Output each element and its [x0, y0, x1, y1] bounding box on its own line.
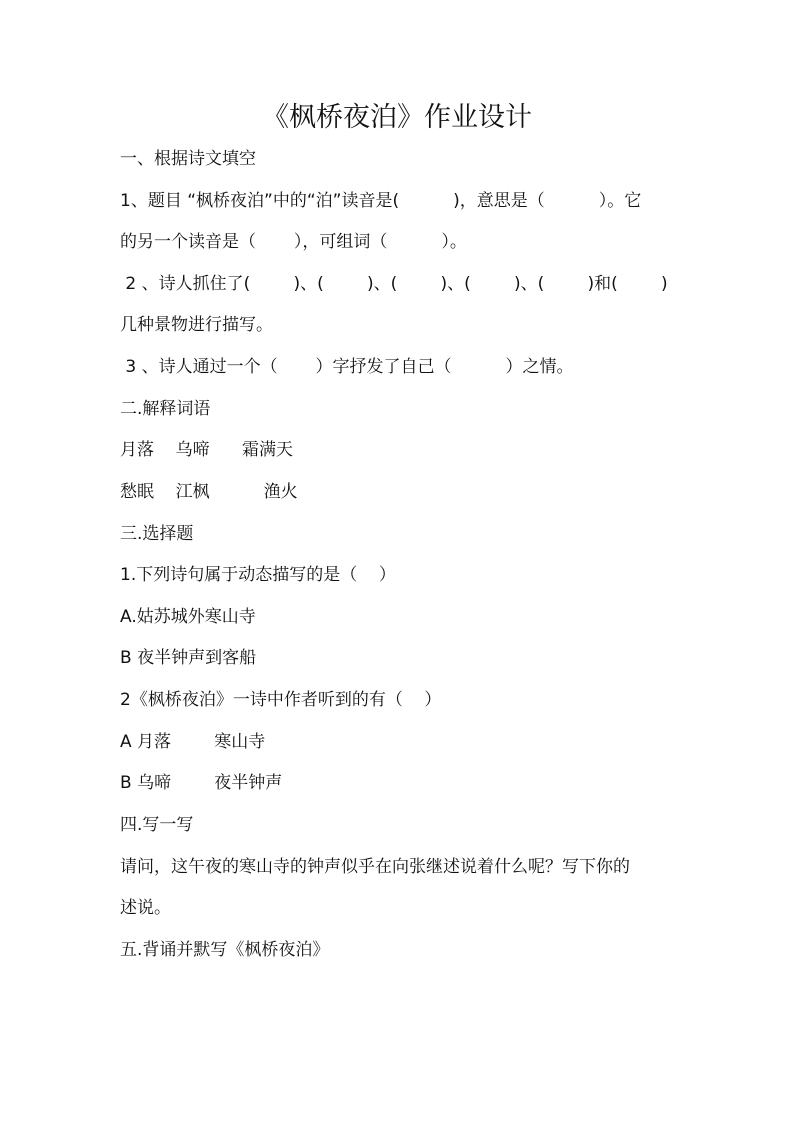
section4-prompt-line2: 述说。: [120, 898, 171, 918]
section1-q1-line1: 1、题目 “枫桥夜泊”中的“泊”读音是( )，意思是（ ）。它: [120, 191, 642, 211]
section4-heading: 四.写一写: [120, 815, 194, 835]
section1-heading: 一、根据诗文填空: [120, 149, 256, 169]
section2-words-line1: 月落 乌啼 霜满天: [120, 440, 294, 460]
section1-q2-line1: 2 、诗人抓住了( )、( )、( )、( )、( )和( ): [120, 274, 668, 294]
section3-q2: 2《枫桥夜泊》一诗中作者听到的有（ ）: [120, 690, 442, 710]
section1-q3-line1: 3 、诗人通过一个（ ）字抒发了自己（ ）之情。: [120, 357, 574, 377]
section1-q1-line2: 的另一个读音是（ ），可组词（ ）。: [120, 232, 467, 252]
section4-prompt-line1: 请问，这午夜的寒山寺的钟声似乎在向张继述说着什么呢？写下你的: [120, 857, 630, 877]
section3-q2-option-a: A 月落 寒山寺: [120, 732, 266, 752]
section5-heading: 五.背诵并默写《枫桥夜泊》: [120, 940, 330, 960]
section3-q2-option-b: B 乌啼 夜半钟声: [120, 773, 283, 793]
section3-q1-option-b: B 夜半钟声到客船: [120, 648, 257, 668]
section3-q1-option-a: A.姑苏城外寒山寺: [120, 607, 256, 627]
section3-q1: 1.下列诗句属于动态描写的是（ ）: [120, 565, 396, 585]
section2-heading: 二.解释词语: [120, 399, 211, 419]
section2-words-line2: 愁眠 江枫 渔火: [120, 482, 298, 502]
section1-q2-line2: 几种景物进行描写。: [120, 315, 273, 335]
section3-heading: 三.选择题: [120, 524, 194, 544]
document-title: 《枫桥夜泊》作业设计: [262, 102, 532, 133]
